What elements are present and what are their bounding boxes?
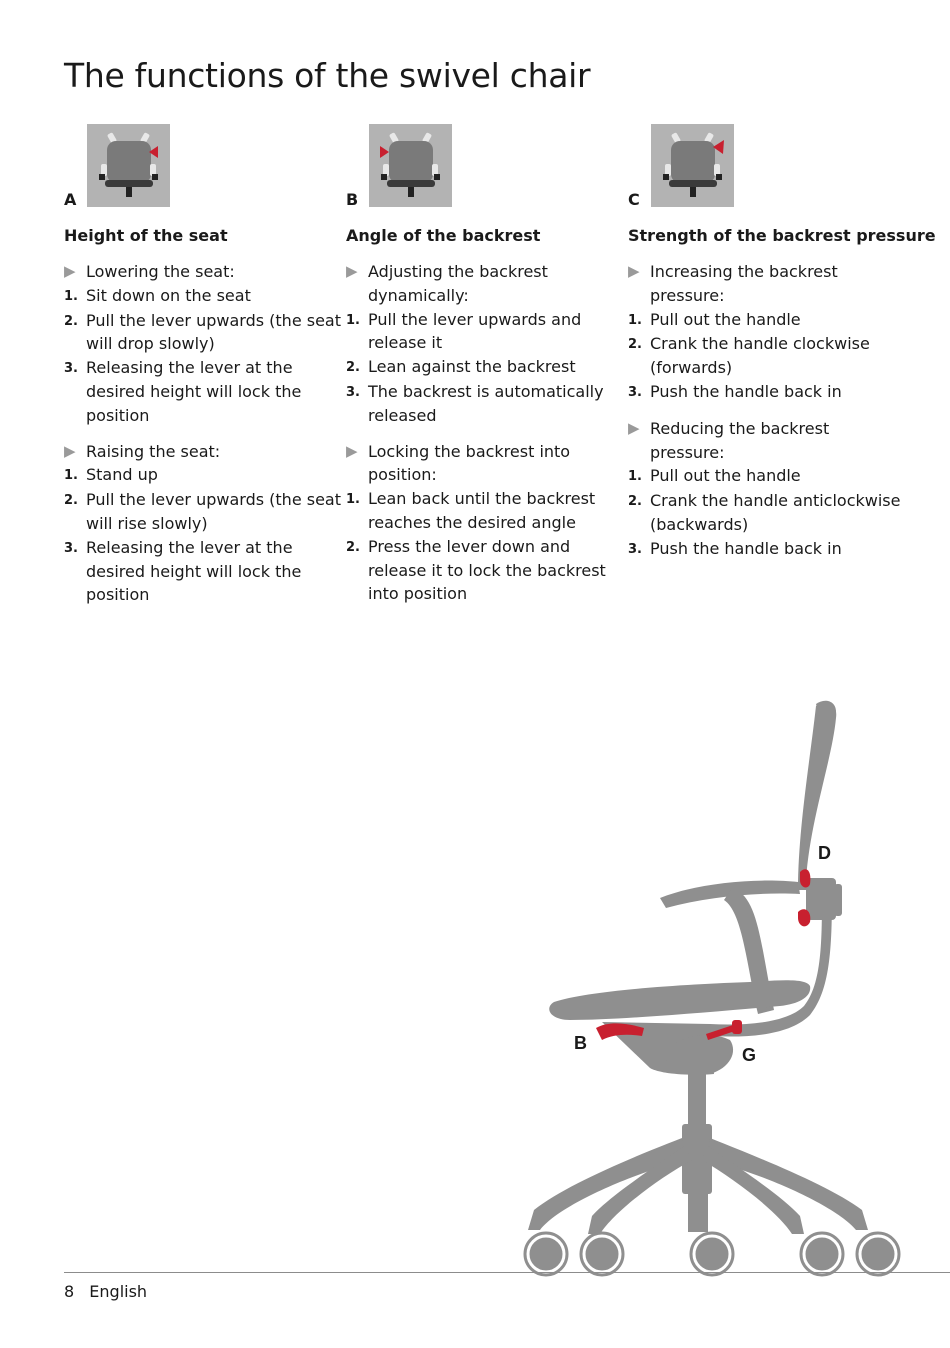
step-item (628, 464, 908, 489)
group-lead-text: Locking the backrest into position: (368, 441, 571, 485)
triangle-bullet-icon: ▶ (628, 418, 640, 437)
triangle-bullet-icon: ▶ (346, 441, 358, 460)
section-heading: Angle of the backrest (346, 226, 541, 245)
group-lead (346, 260, 626, 308)
group-lead (64, 440, 344, 464)
step-item (346, 535, 626, 606)
step-item (64, 536, 344, 607)
group-lead-text: Increasing the backrest pressure: (650, 262, 838, 305)
group-lead (64, 260, 344, 284)
step-item (346, 308, 626, 356)
step-text: Releasing the lever at the desired height will lock the position (86, 537, 302, 605)
page-number: 8 (64, 1282, 75, 1301)
step-number: 2. (64, 493, 78, 509)
step-text: Sit down on the seat (86, 285, 251, 305)
step-item (628, 489, 908, 537)
group-lead (628, 417, 908, 465)
backrest-knob (806, 878, 836, 920)
step-text: Lean against the backrest (368, 357, 576, 377)
handle-d-lower (798, 909, 810, 926)
section-heading: Strength of the backrest pressure (628, 226, 936, 245)
step-text: Push the handle back in (650, 538, 842, 558)
step-text: Releasing the lever at the desired height will lock the position (86, 358, 302, 425)
step-number: 1. (346, 312, 360, 328)
seat-cushion (549, 980, 810, 1020)
triangle-bullet-icon: ▶ (346, 262, 358, 280)
instruction-group (628, 417, 908, 562)
group-lead (346, 440, 626, 488)
step-number: 2. (64, 313, 78, 329)
gas-column (688, 1074, 706, 1126)
step-text: Pull the lever upwards (the seat will drop slowly) (86, 310, 341, 354)
step-item (64, 463, 344, 488)
step-item (64, 309, 344, 357)
step-item (346, 355, 626, 380)
castor-wheel (804, 1236, 840, 1272)
page-title: The functions of the swivel chair (64, 56, 591, 95)
footer-language: English (89, 1282, 148, 1301)
step-item (628, 332, 908, 380)
step-number: 2. (628, 494, 642, 510)
chair-top-view-icon (87, 124, 170, 207)
instruction-group (64, 440, 344, 608)
step-number: 2. (346, 539, 360, 555)
chair-top-view-icon (651, 124, 734, 207)
step-number: 3. (64, 361, 78, 377)
step-text: Stand up (86, 465, 158, 485)
castor-wheel (860, 1236, 896, 1272)
step-text: The backrest is automatically released (368, 381, 604, 425)
group-lead (628, 260, 908, 308)
triangle-bullet-icon: ▶ (64, 441, 76, 460)
instruction-group (346, 260, 626, 428)
step-text: Press the lever down and release it to lock the backrest into position (368, 536, 606, 604)
group-lead-text: Lowering the seat: (86, 262, 235, 281)
step-item (628, 308, 908, 333)
handle-d-upper (800, 869, 810, 887)
section-heading: Height of the seat (64, 226, 228, 245)
group-lead-text: Reducing the backrest pressure: (650, 418, 830, 462)
castor-wheel (584, 1236, 620, 1272)
step-text: Push the handle back in (650, 381, 842, 401)
step-number: 3. (628, 384, 642, 400)
instruction-group (628, 260, 908, 405)
section-body (64, 260, 344, 619)
step-number: 1. (628, 469, 642, 485)
step-item (628, 380, 908, 405)
step-number: 2. (628, 337, 642, 353)
label-d: D (818, 843, 831, 863)
instruction-group (346, 440, 626, 607)
page-footer (64, 1282, 157, 1301)
section-letter: B (346, 190, 359, 209)
step-number: 1. (346, 492, 360, 508)
instruction-group (64, 260, 344, 428)
step-number: 3. (628, 541, 642, 557)
label-b: B (574, 1033, 587, 1053)
group-lead-text: Raising the seat: (86, 441, 221, 461)
step-number: 1. (628, 312, 642, 328)
step-item (64, 356, 344, 427)
base-leg (688, 1180, 708, 1232)
step-item (346, 487, 626, 535)
triangle-bullet-icon: ▶ (628, 262, 640, 280)
triangle-bullet-icon: ▶ (64, 262, 76, 280)
step-number: 3. (64, 540, 78, 556)
step-text: Crank the handle clockwise (forwards) (650, 334, 870, 378)
step-text: Pull the lever upwards and release it (368, 309, 582, 353)
step-number: 1. (64, 468, 78, 484)
label-g: G (742, 1045, 757, 1065)
step-number: 2. (346, 360, 360, 376)
step-item (64, 488, 344, 536)
chair-diagram (510, 690, 950, 1280)
step-item (64, 284, 344, 309)
step-text: Pull out the handle (650, 466, 801, 486)
step-text: Lean back until the backrest reaches the desired angle (368, 489, 596, 532)
step-text: Pull the lever upwards (the seat will rise slowly) (86, 490, 341, 533)
castor-wheel (528, 1236, 564, 1272)
section-body (628, 260, 908, 574)
footer-rule (64, 1272, 950, 1273)
step-text: Crank the handle anticlockwise (backwards) (650, 491, 901, 534)
section-letter: C (628, 190, 640, 209)
section-body (346, 260, 626, 618)
section-letter: A (64, 190, 77, 209)
castor-wheel (694, 1236, 730, 1272)
step-text: Pull out the handle (650, 309, 801, 329)
step-item (628, 537, 908, 562)
chair-top-view-icon (369, 124, 452, 207)
group-lead-text: Adjusting the backrest dynamically: (368, 262, 548, 305)
step-number: 1. (64, 288, 78, 304)
step-number: 3. (346, 384, 360, 400)
step-item (346, 380, 626, 428)
